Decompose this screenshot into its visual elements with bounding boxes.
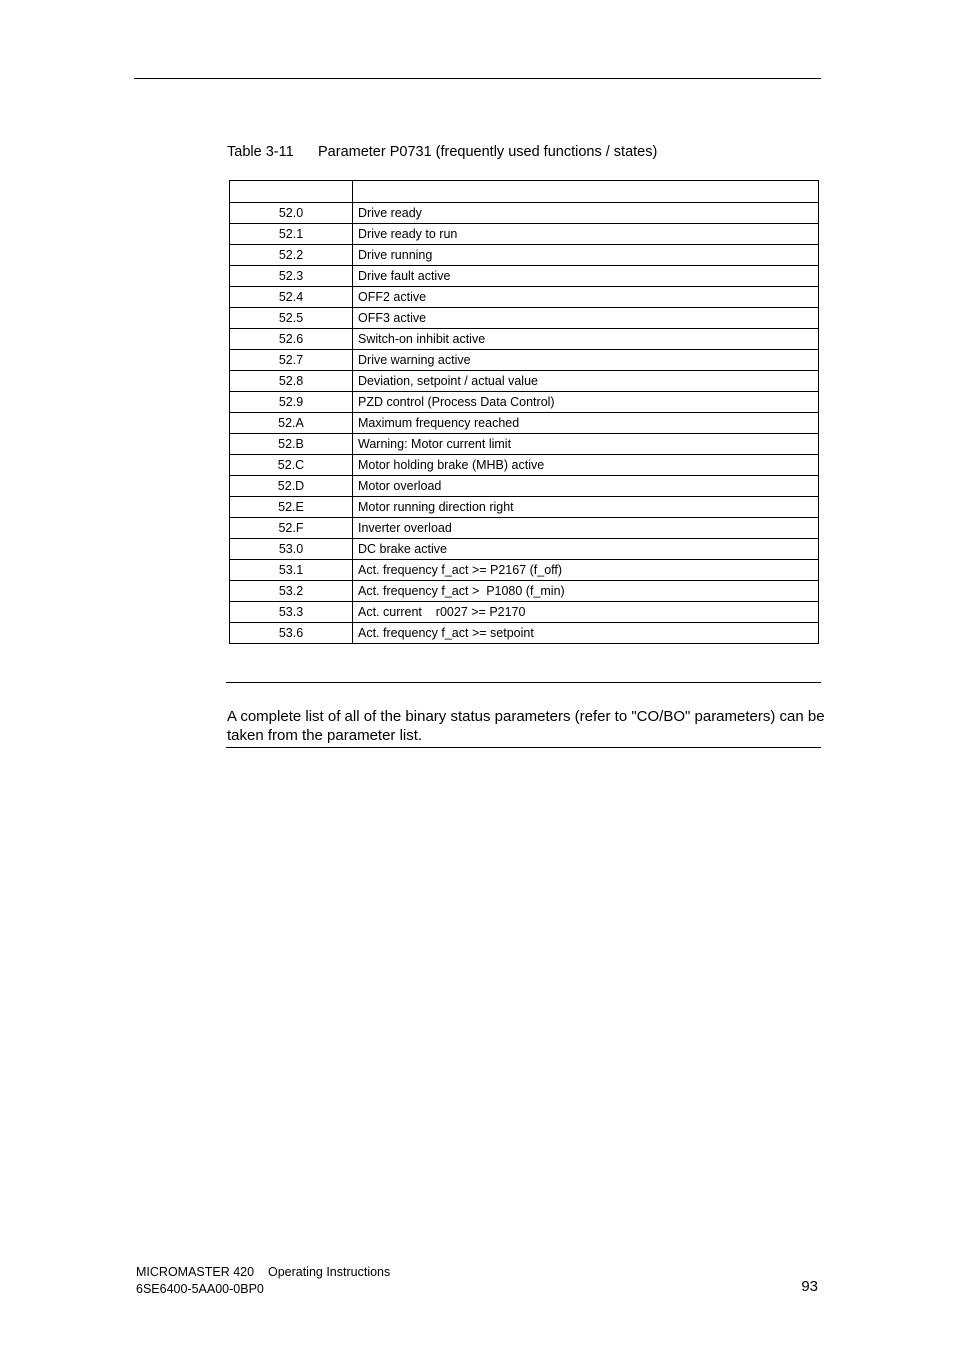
parameter-value: 52.6 xyxy=(230,329,353,350)
parameter-description: Motor running direction right xyxy=(353,497,819,518)
parameter-value: 52.A xyxy=(230,413,353,434)
parameter-description: Act. frequency f_act >= setpoint xyxy=(353,623,819,644)
table-row xyxy=(230,350,819,371)
table-row xyxy=(230,581,819,602)
table-row xyxy=(230,602,819,623)
table-row xyxy=(230,287,819,308)
parameter-value: 53.0 xyxy=(230,539,353,560)
table-row xyxy=(230,413,819,434)
table-bottom-rule xyxy=(226,682,821,683)
parameter-value: 52.3 xyxy=(230,266,353,287)
parameter-value: 52.F xyxy=(230,518,353,539)
parameter-table xyxy=(229,180,819,644)
table-caption xyxy=(227,144,657,160)
parameter-description: Act. current r0027 >= P2170 xyxy=(353,602,819,623)
table-row xyxy=(230,455,819,476)
header-rule xyxy=(134,78,821,79)
footer-product: MICROMASTER 420 Operating Instructions xyxy=(136,1265,391,1279)
parameter-value: 52.1 xyxy=(230,224,353,245)
parameter-description: Drive ready xyxy=(353,203,819,224)
page-number: 93 xyxy=(801,1278,818,1295)
table-row xyxy=(230,476,819,497)
parameter-description: Drive running xyxy=(353,245,819,266)
parameter-description: Motor overload xyxy=(353,476,819,497)
table-row xyxy=(230,497,819,518)
table-row xyxy=(230,518,819,539)
parameter-value: 52.4 xyxy=(230,287,353,308)
table-row xyxy=(230,245,819,266)
footer-order-number: 6SE6400-5AA00-0BP0 xyxy=(136,1282,264,1296)
table-title: Parameter P0731 (frequently used functions / states) xyxy=(318,144,658,160)
parameter-description: DC brake active xyxy=(353,539,819,560)
parameter-value: 52.0 xyxy=(230,203,353,224)
table-row xyxy=(230,329,819,350)
parameter-description: Deviation, setpoint / actual value xyxy=(353,371,819,392)
parameter-description: OFF2 active xyxy=(353,287,819,308)
table-row xyxy=(230,560,819,581)
parameter-description: Act. frequency f_act > P1080 (f_min) xyxy=(353,581,819,602)
parameter-value: 52.7 xyxy=(230,350,353,371)
parameter-value: 53.2 xyxy=(230,581,353,602)
parameter-description: PZD control (Process Data Control) xyxy=(353,392,819,413)
parameter-value: 52.5 xyxy=(230,308,353,329)
parameter-description: Maximum frequency reached xyxy=(353,413,819,434)
parameter-value: 52.2 xyxy=(230,245,353,266)
table-row xyxy=(230,308,819,329)
footer xyxy=(136,1264,390,1298)
table-header-row xyxy=(230,181,819,203)
parameter-description: Drive fault active xyxy=(353,266,819,287)
table-row xyxy=(230,392,819,413)
parameter-value: 53.1 xyxy=(230,560,353,581)
header-cell-description xyxy=(353,181,819,203)
parameter-value: 52.E xyxy=(230,497,353,518)
note-text: A complete list of all of the binary status parameters (refer to "CO/BO" parameters) can be taken from the parameter list. xyxy=(227,708,825,744)
parameter-value: 52.B xyxy=(230,434,353,455)
table-row xyxy=(230,539,819,560)
parameter-description: Inverter overload xyxy=(353,518,819,539)
parameter-value: 52.9 xyxy=(230,392,353,413)
parameter-description: Warning: Motor current limit xyxy=(353,434,819,455)
parameter-description: Act. frequency f_act >= P2167 (f_off) xyxy=(353,560,819,581)
parameter-value: 53.6 xyxy=(230,623,353,644)
table-row xyxy=(230,623,819,644)
parameter-value: 53.3 xyxy=(230,602,353,623)
table-row xyxy=(230,434,819,455)
header-cell-value xyxy=(230,181,353,203)
table-row xyxy=(230,266,819,287)
table-row xyxy=(230,203,819,224)
parameter-description: Switch-on inhibit active xyxy=(353,329,819,350)
table-number: Table 3-11 xyxy=(227,144,294,160)
note-rule xyxy=(226,747,821,748)
parameter-value: 52.C xyxy=(230,455,353,476)
table-row xyxy=(230,371,819,392)
table-row xyxy=(230,224,819,245)
parameter-description: Drive ready to run xyxy=(353,224,819,245)
parameter-value: 52.D xyxy=(230,476,353,497)
parameter-description: Drive warning active xyxy=(353,350,819,371)
parameter-description: Motor holding brake (MHB) active xyxy=(353,455,819,476)
parameter-value: 52.8 xyxy=(230,371,353,392)
parameter-description: OFF3 active xyxy=(353,308,819,329)
